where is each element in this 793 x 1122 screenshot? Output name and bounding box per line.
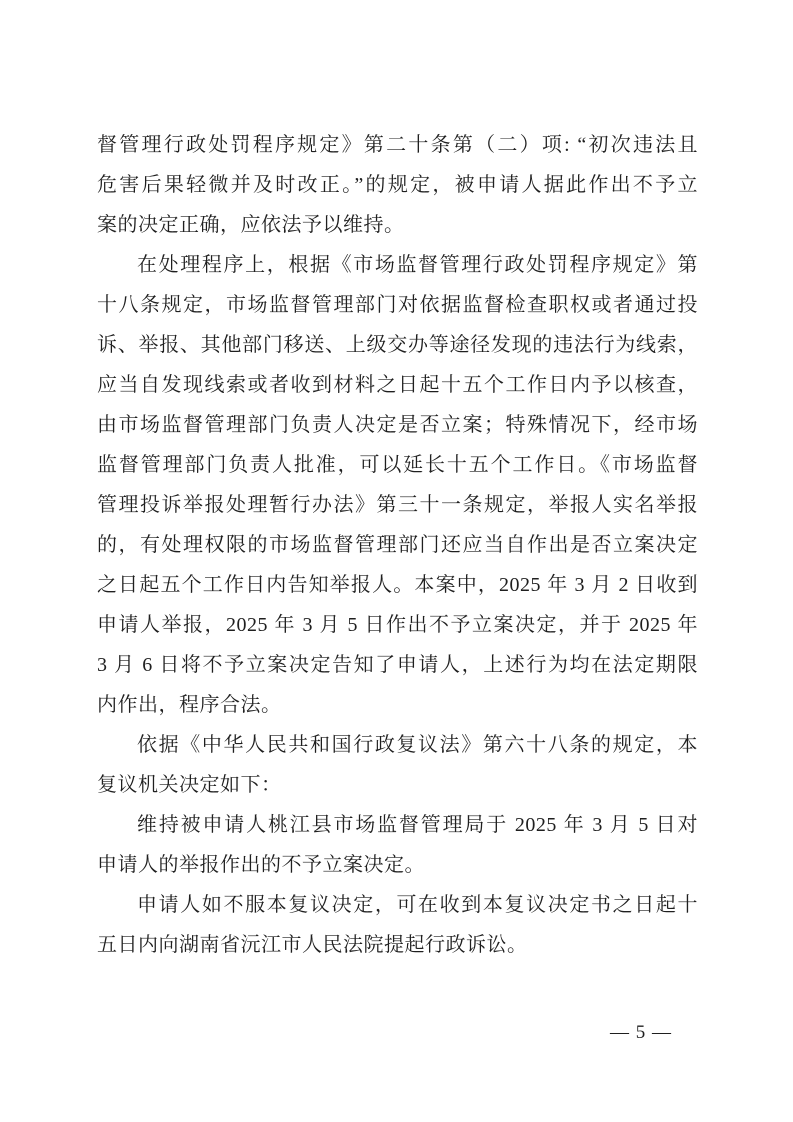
text-line: 监督管理部门负责人批准，可以延长十五个工作日。《市场监督	[97, 454, 698, 476]
text-line: 由市场监督管理部门负责人决定是否立案；特殊情况下，经市场	[97, 414, 698, 436]
text-line: 之日起五个工作日内告知举报人。本案中，2025 年 3 月 2 日收到	[97, 574, 698, 596]
text-line: 3 月 6 日将不予立案决定告知了申请人，上述行为均在法定期限	[97, 654, 698, 676]
text-line: 依据《中华人民共和国行政复议法》第六十八条的规定，本	[137, 734, 698, 756]
text-line: 应当自发现线索或者收到材料之日起十五个工作日内予以核查，	[97, 374, 698, 396]
text-line: 申请人如不服本复议决定，可在收到本复议决定书之日起十	[137, 894, 698, 916]
text-line: 管理投诉举报处理暂行办法》第三十一条规定，举报人实名举报	[97, 494, 698, 516]
text-line: 五日内向湖南省沅江市人民法院提起行政诉讼。	[97, 934, 528, 956]
text-line: 维持被申请人桃江县市场监督管理局于 2025 年 3 月 5 日对	[137, 814, 698, 836]
text-line: 督管理行政处罚程序规定》第二十条第（二）项: “初次违法且	[97, 134, 698, 156]
text-line: 申请人举报，2025 年 3 月 5 日作出不予立案决定，并于 2025 年	[97, 614, 698, 636]
document-body	[97, 125, 698, 965]
text-line: 在处理程序上，根据《市场监督管理行政处罚程序规定》第	[137, 254, 698, 276]
text-line: 内作出，程序合法。	[97, 694, 282, 716]
text-line: 的，有处理权限的市场监督管理部门还应当自作出是否立案决定	[97, 534, 698, 556]
text-line: 复议机关决定如下：	[97, 774, 282, 796]
text-line: 案的决定正确，应依法予以维持。	[97, 214, 405, 236]
text-line: 危害后果轻微并及时改正。”的规定，被申请人据此作出不予立	[97, 174, 698, 196]
page-number: — 5 —	[610, 1022, 672, 1043]
text-line: 十八条规定，市场监督管理部门对依据监督检查职权或者通过投	[97, 294, 698, 316]
text-line: 申请人的举报作出的不予立案决定。	[97, 854, 425, 876]
text-line: 诉、举报、其他部门移送、上级交办等途径发现的违法行为线索，	[97, 334, 698, 356]
